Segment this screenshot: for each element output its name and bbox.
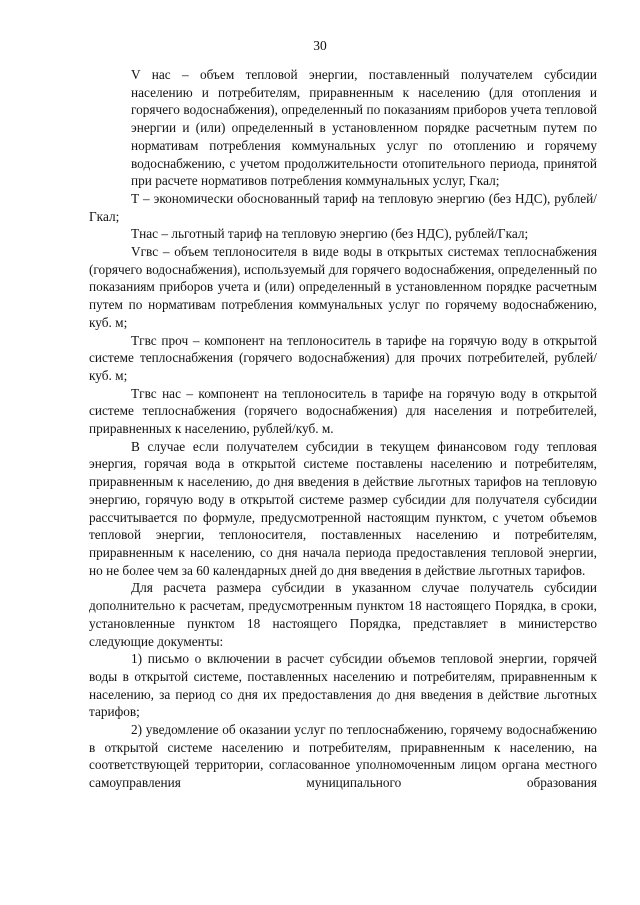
list-item-1: 1) письмо о включении в расчет субсидии объемов тепловой энергии, горячей воды в открытой системе, поставленных населению и потребителям, приравненным к населению, за период со дня их предоставления до дня введения в действие льготных тарифов;: [89, 651, 597, 720]
paragraph-t-gvs-nas: Тгвс нас – компонент на теплоноситель в тарифе на горячую воду в открытой системе теплоснабжения (горячего водоснабжения) для населения и потребителей, приравненных к населению, рублей/куб. м.: [89, 385, 597, 437]
paragraph-documents-intro: Для расчета размера субсидии в указанном случае получатель субсидии дополнительно к расчетам, предусмотренным пунктом 18 настоящего Порядка, в сроки, установленные пунктом 18 настоящего Порядка, представляет в министерство следующие документы:: [89, 580, 597, 649]
list-item-2: 2) уведомление об оказании услуг по теплоснабжению, горячему водоснабжению в открытой системе населению и потребителям, приравненным к населению, на соответствующей территории, согласованное уполномоченным лицом органа местного самоуправления муниципального образования: [89, 722, 597, 791]
paragraph-t-gvs-proch: Тгвс проч – компонент на теплоноситель в тарифе на горячую воду в открытой системе теплоснабжения (горячего водоснабжения) для прочих потребителей, рублей/куб. м;: [89, 332, 597, 383]
paragraph-t-tariff: Т – экономически обоснованный тариф на тепловую энергию (без НДС), рублей/Гкал;: [89, 190, 597, 224]
document-body: [89, 66, 597, 792]
paragraph-v-gvs: Vгвс – объем теплоносителя в виде воды в открытых системах теплоснабжения (горячего водоснабжения), используемый для горячего водоснабжения, определенный по показаниям приборов учета и (или) определенный в установленном порядке расчетным путем по нормативам потребления коммунальных услуг по горячему водоснабжению, куб. м;: [89, 244, 597, 330]
paragraph-subsidy-case: В случае если получателем субсидии в текущем финансовом году тепловая энергия, горячая вода в открытой системе поставлены населению и потребителям, приравненным к населению, до дня введения в действие льготных тарифов на тепловую энергию, горячую воду в открытой системе размер субсидии для получателя субсидии рассчитывается по формуле, предусмотренной настоящим пунктом, с учетом объемов тепловой энергии, теплоносителя, поставленных населению и потребителям, приравненным к населению, со дня начала периода предоставления тепловой энергии, но не более чем за 60 календарных дней до дня введения в действие льготных тарифов.: [89, 438, 597, 578]
paragraph-v-nas: V нас – объем тепловой энергии, поставленный получателем субсидии населению и потребителям, приравненным к населению (для отопления и горячего водоснабжения), определенный по показаниям приборов учета тепловой энергии и (или) определенный в установленном порядке расчетным путем по нормативам потребления коммунальных услуг по отоплению и горячему водоснабжению, с учетом продолжительности отопительного периода, принятой при расчете нормативов потребления коммунальных услуг, Гкал;: [131, 67, 597, 189]
paragraph-t-nas: Тнас – льготный тариф на тепловую энергию (без НДС), рублей/Гкал;: [131, 226, 529, 242]
page-number: 30: [313, 38, 327, 53]
